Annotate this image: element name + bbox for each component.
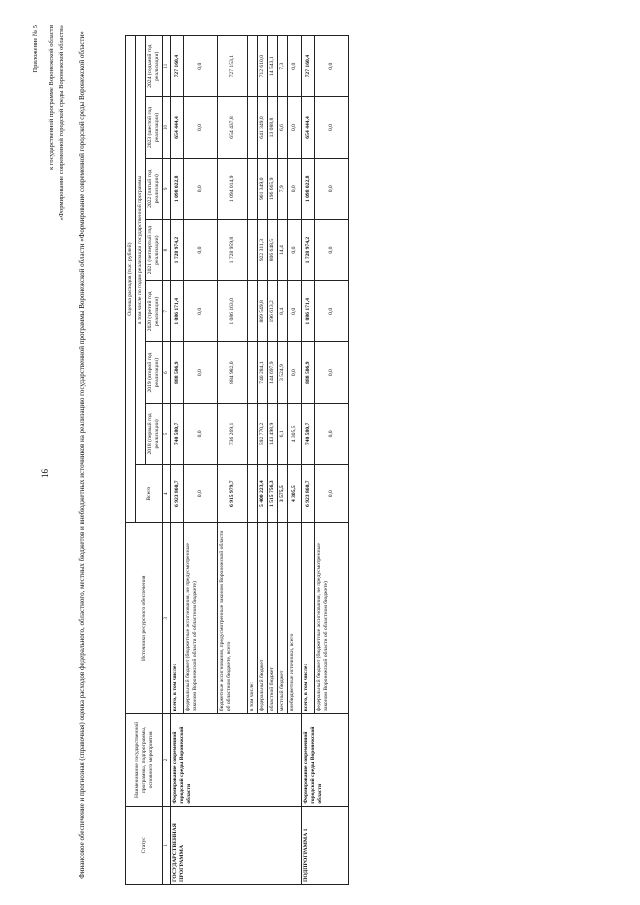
- row-source: областной бюджет: [268, 523, 278, 714]
- cell-value: 1 086 163,0: [218, 281, 248, 342]
- cell-value: 736 269,1: [218, 403, 248, 464]
- cell-value: 0,0: [315, 97, 349, 158]
- cell-value: 6 923 860,7: [302, 465, 315, 523]
- cell-value: 740 580,7: [302, 403, 315, 464]
- row-source: федеральный бюджет: [258, 523, 268, 714]
- column-index: 3: [163, 523, 171, 714]
- cell-value: 641 349,0: [258, 97, 268, 158]
- cell-value: 0,0: [315, 219, 349, 280]
- column-index: 2: [163, 714, 171, 806]
- table-row: [171, 36, 184, 885]
- cell-value: 6 915 979,7: [218, 465, 248, 523]
- cell-value: 0,0: [184, 97, 218, 158]
- cell-value: 654 444,4: [302, 97, 315, 158]
- cell-value: 889 549,8: [258, 281, 268, 342]
- cell-value: 0,0: [315, 403, 349, 464]
- cell-value: 1 094 014,9: [218, 158, 248, 219]
- cell-value: 14,4: [278, 219, 288, 280]
- row-source: внебюджетные источники, всего: [288, 523, 302, 714]
- cell-value: 0,0: [288, 158, 302, 219]
- cell-value: 4 305,5: [288, 465, 302, 523]
- cell-value: 1 515 756,3: [268, 465, 278, 523]
- cell-value: 1 086 171,4: [302, 281, 315, 342]
- cell-value: 0,0: [315, 281, 349, 342]
- column-index: 4: [163, 465, 171, 523]
- cell-value: 6,1: [278, 403, 288, 464]
- cell-value: 1 728 959,8: [218, 219, 248, 280]
- appendix-line: к государственной программе Воронежской области: [48, 25, 55, 170]
- cell-value: 654 437,8: [218, 97, 248, 158]
- header-year: 2023 (шестой год реализации): [146, 97, 163, 158]
- cell-value: 7,3: [278, 36, 288, 97]
- cell-value: 0,0: [315, 465, 349, 523]
- row-status: ПОДПРОГРАММА 1: [302, 806, 349, 884]
- header-name: Наименование государственной программы, подпрограммы, основного мероприятия: [126, 714, 163, 806]
- header-estimate: Оценка расходов (тыс. рублей): [126, 36, 136, 523]
- row-source: всего, в том числе:: [171, 523, 184, 714]
- cell-value: 712 610,0: [258, 36, 268, 97]
- cell-value: 0,0: [184, 342, 218, 403]
- header-source: Источники ресурсного обеспечения: [126, 523, 163, 714]
- header-year: 2022 (пятый год реализации): [146, 158, 163, 219]
- cell-value: 0,0: [184, 403, 218, 464]
- column-index: 5: [163, 403, 171, 464]
- header-year: 2024 (седьмой год реализации): [146, 36, 163, 97]
- table-row: [302, 36, 315, 885]
- cell-value: 0,0: [315, 158, 349, 219]
- row-source: всего, в том числе:: [302, 523, 315, 714]
- cell-value: 884 982,0: [218, 342, 248, 403]
- cell-value: 1 728 974,2: [171, 219, 184, 280]
- cell-value: 5 400 223,4: [258, 465, 268, 523]
- header-total: Всего: [136, 465, 163, 523]
- cell-value: 0,0: [288, 36, 302, 97]
- cell-value: 727 153,1: [218, 36, 248, 97]
- cell-value: 6 923 860,7: [171, 465, 184, 523]
- cell-value: 0,0: [184, 36, 218, 97]
- cell-value: 144 697,9: [268, 342, 278, 403]
- cell-value: 1 728 974,2: [302, 219, 315, 280]
- budget-table: [125, 35, 349, 885]
- cell-value: 0,0: [288, 281, 302, 342]
- cell-value: 901 349,0: [258, 158, 268, 219]
- cell-value: 1 086 171,4: [171, 281, 184, 342]
- row-name: Формирование современной городской среды Воронежской области: [171, 714, 302, 806]
- cell-value: 196 613,2: [268, 281, 278, 342]
- cell-value: 3 575,5: [278, 465, 288, 523]
- document-title: Финансовое обеспечение и прогнозная (справочная) оценка расходов федерального, областного, местных бюджетов и внебюджетных источников на реализацию государственной программы Воронежской области «Формирование современной городской среды Воронежской области»: [78, 31, 86, 879]
- page-number: 16: [40, 469, 50, 478]
- row-source: местный бюджет: [278, 523, 288, 714]
- row-source: федеральный бюджет (бюджетные ассигнования, не предусмотренные законом Воронежской области об областном бюджете): [315, 523, 349, 714]
- cell-value: [248, 281, 258, 342]
- column-index: 10: [163, 97, 171, 158]
- header-year: 2018 (первый год реализации): [146, 403, 163, 464]
- column-index: 9: [163, 158, 171, 219]
- cell-value: [248, 219, 258, 280]
- cell-value: 0,0: [184, 281, 218, 342]
- column-index: 6: [163, 342, 171, 403]
- cell-value: 740 580,7: [171, 403, 184, 464]
- cell-value: 14 543,1: [268, 36, 278, 97]
- header-year: 2019 (второй год реализации): [146, 342, 163, 403]
- cell-value: [248, 97, 258, 158]
- cell-value: 654 444,4: [171, 97, 184, 158]
- cell-value: 8,4: [278, 281, 288, 342]
- column-index: 1: [163, 806, 171, 884]
- cell-value: 1 098 022,8: [302, 158, 315, 219]
- header-year: 2020 (третий год реализации): [146, 281, 163, 342]
- row-source: бюджетные ассигнования, предусмотренные законом Воронежской области об областном бюджете, всего: [218, 523, 248, 714]
- cell-value: 0,0: [315, 36, 349, 97]
- appendix-number: Приложение № 5: [32, 25, 39, 73]
- cell-value: 888 506,9: [302, 342, 315, 403]
- cell-value: 0,0: [288, 219, 302, 280]
- cell-value: 727 160,4: [171, 36, 184, 97]
- column-index: 11: [163, 36, 171, 97]
- row-source: в том числе:: [248, 523, 258, 714]
- cell-value: [248, 342, 258, 403]
- header-status: Статус: [126, 806, 163, 884]
- cell-value: [248, 403, 258, 464]
- column-index: 7: [163, 281, 171, 342]
- cell-value: 1 098 022,8: [171, 158, 184, 219]
- cell-value: 7,9: [278, 158, 288, 219]
- row-status: ГОСУДАРСТВЕННАЯ ПРОГРАММА: [171, 806, 302, 884]
- cell-value: 922 311,3: [258, 219, 268, 280]
- cell-value: 4 305,5: [288, 403, 302, 464]
- cell-value: 143 498,9: [268, 403, 278, 464]
- cell-value: 592 770,2: [258, 403, 268, 464]
- cell-value: 0,0: [184, 465, 218, 523]
- cell-value: 196 665,9: [268, 158, 278, 219]
- cell-value: 0,0: [184, 158, 218, 219]
- appendix-line: «Формирование современной городской среды Воронежской области»: [58, 25, 65, 221]
- cell-value: [248, 158, 258, 219]
- cell-value: 806 648,5: [268, 219, 278, 280]
- cell-value: 888 506,9: [171, 342, 184, 403]
- cell-value: 3 524,9: [278, 342, 288, 403]
- cell-value: 6,6: [278, 97, 288, 158]
- cell-value: 727 160,4: [302, 36, 315, 97]
- row-source: федеральный бюджет (бюджетные ассигнования, не предусмотренные законом Воронежской области об областном бюджете): [184, 523, 218, 714]
- header-by-years: в том числе по годам реализации государственной программы: [136, 36, 146, 465]
- cell-value: 0,0: [315, 342, 349, 403]
- header-year: 2021 (четвертый год реализации): [146, 219, 163, 280]
- cell-value: 0,0: [288, 97, 302, 158]
- cell-value: [248, 465, 258, 523]
- cell-value: 0,0: [184, 219, 218, 280]
- cell-value: 0,0: [288, 342, 302, 403]
- cell-value: [248, 36, 258, 97]
- cell-value: 13 088,8: [268, 97, 278, 158]
- row-name: Формирование современной городской среды Воронежской области: [302, 714, 349, 806]
- column-index: 8: [163, 219, 171, 280]
- cell-value: 740 284,1: [258, 342, 268, 403]
- rotated-sheet: [25, 15, 640, 895]
